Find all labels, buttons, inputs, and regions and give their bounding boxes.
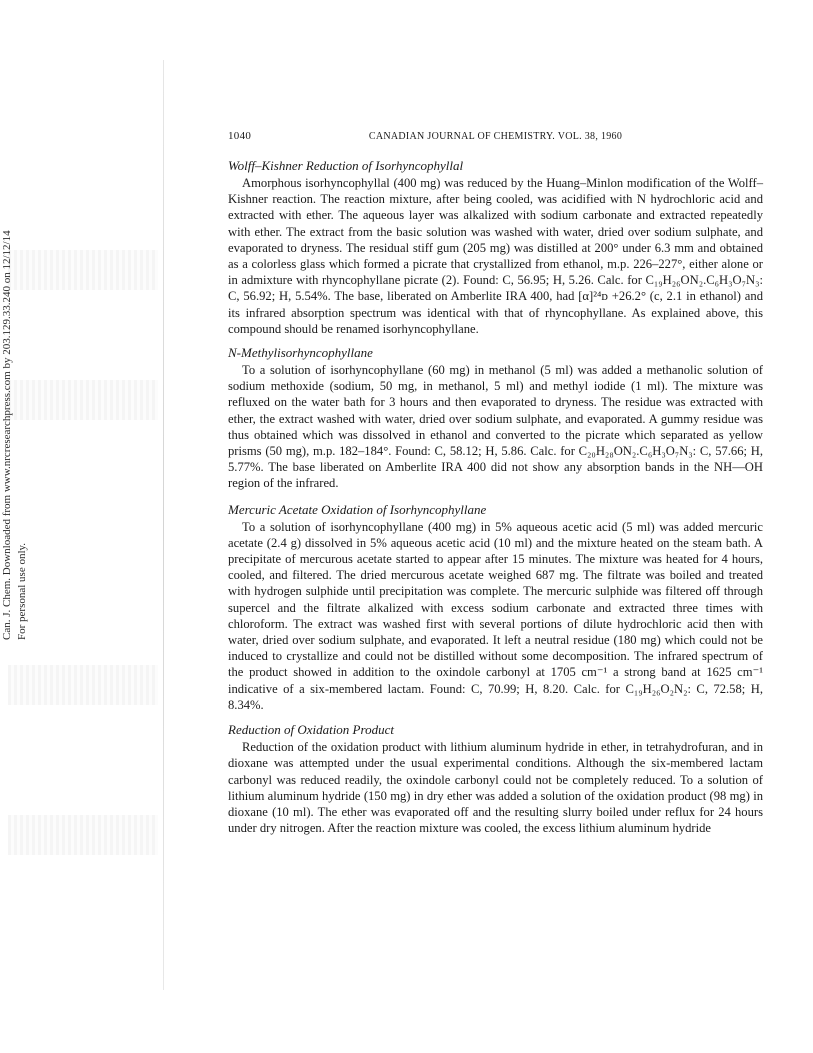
journal-title: CANADIAN JOURNAL OF CHEMISTRY. VOL. 38, 1960	[368, 131, 623, 142]
section-n-methyl	[228, 345, 763, 492]
section-mercuric-acetate	[228, 502, 763, 713]
section-paragraph: To a solution of isorhyncophyllane (60 mg) in methanol (5 ml) was added a methanolic solution of sodium methoxide (sodium, 50 mg, in methanol, 5 ml) and methyl iodide (1 ml). The mixture was refluxed on the water bath for 3 hours and then evaporated to dryness. The residue was extracted with ether, the extract washed with water, dried over sodium sulphate, and evaporated. A gummy residue was thus obtained which was dissolved in ethanol and converted to the picrate which separated as yellow prisms (50 mg), m.p. 182–184°. Found: C, 58.12; H, 5.86. Calc. for C₂₀H₂₈ON₂.C₆H₃O₇N₃: C, 57.66; H, 5.77%. The base liberated on Amberlite IRA 400 did not show any absorption bands in the NH—OH region of the infrared.	[228, 363, 763, 491]
journal-page	[228, 130, 763, 844]
section-paragraph: To a solution of isorhyncophyllane (400 mg) in 5% aqueous acetic acid (5 ml) was added mercuric acetate (2.4 g) dissolved in 5% aqueous acetic acid (10 ml) and the mixture heated on the steam bath. A precipitate of mercurous acetate started to appear after 15 minutes. The mixture was heated for 4 hours, cooled, and filtered. The dried mercurous acetate weighed 687 mg. The filtrate was boiled and treated with hydrogen sulphide until precipitation was complete. The mercuric sulphide was filtered off through supercel and the filtrate alkalized with excess sodium carbonate and extracted three times with chloroform. The extract was washed first with several portions of dilute hydrochloric acid then with water, dried over sodium sulphate, and evaporated. It left a neutral residue (180 mg) which could not be induced to crystallize and could not be distilled without some decomposition. The infrared spectrum of the product showed in addition to the oxindole carbonyl at 1705 cm⁻¹ a strong band at 1625 cm⁻¹ indicative of a six-membered lactam. Found: C, 70.99; H, 8.20. Calc. for C₁₉H₂₆O₂N₂: C, 72.58; H, 8.34%.	[228, 519, 763, 712]
watermark-line-use: For personal use only.	[16, 542, 28, 640]
scan-smudge	[8, 815, 158, 855]
section-paragraph: Amorphous isorhyncophyllal (400 mg) was reduced by the Huang–Minlon modification of the Wolff–Kishner reaction. The reaction mixture, after being cooled, was acidified with N hydrochloric acid and extracted with ether. The aqueous layer was alkalized with sodium carbonate and extracted repeatedly with ether. The extract from the basic solution was washed with water, dried over sodium sulphate, and evaporated to dryness. The residual stiff gum (205 mg) was distilled at 200° under 6.3 mm and obtained as a colorless glass which formed a picrate that crystallized from ethanol, m.p. 226–227°, either alone or in admixture with rhyncophyllane picrate (2). Found: C, 56.95; H, 5.26. Calc. for C₁₉H₂₆ON₂.C₆H₃O₇N₃: C, 56.92; H, 5.54%. The base, liberated on Amberlite IRA 400, had [α]²⁴ᴅ +26.2° (c, 2.1 in ethanol) and its infrared absorption spectrum was identical with that of rhyncophyllane. As explained above, this compound should be renamed isorhyncophyllane.	[228, 176, 763, 336]
running-head	[228, 130, 763, 146]
scan-smudge	[8, 665, 158, 705]
page-number: 1040	[228, 130, 252, 142]
section-title: Reduction of Oxidation Product	[228, 722, 394, 738]
scan-smudge	[8, 380, 158, 420]
section-paragraph: Reduction of the oxidation product with lithium aluminum hydride in ether, in tetrahydrofuran, and in dioxane was attempted under the usual experimental conditions. Although the six-membered lactam carbonyl was reduced readily, the oxindole carbonyl could not be completely reduced. To a solution of lithium aluminum hydride (150 mg) in dry ether was added a solution of the oxidation product (98 mg) in dioxane (10 ml). The ether was evaporated off and the resulting slurry boiled under reflux for 24 hours under dry nitrogen. After the reaction mixture was cooled, the excess lithium aluminum hydride	[228, 740, 763, 836]
section-title: N-Methylisorhyncophyllane	[228, 345, 373, 361]
section-reduction	[228, 722, 763, 836]
section-title: Mercuric Acetate Oxidation of Isorhyncophyllane	[228, 501, 487, 517]
scan-gutter-line	[163, 60, 164, 990]
scan-smudge	[8, 250, 158, 290]
watermark-line-source: Can. J. Chem. Downloaded from www.nrcresearchpress.com by 203.129.33.240 on 12/12/14	[1, 230, 13, 640]
download-watermark	[0, 230, 30, 640]
section-wolff-kishner	[228, 158, 763, 337]
section-title: Wolff–Kishner Reduction of Isorhyncophyllal	[228, 158, 464, 173]
